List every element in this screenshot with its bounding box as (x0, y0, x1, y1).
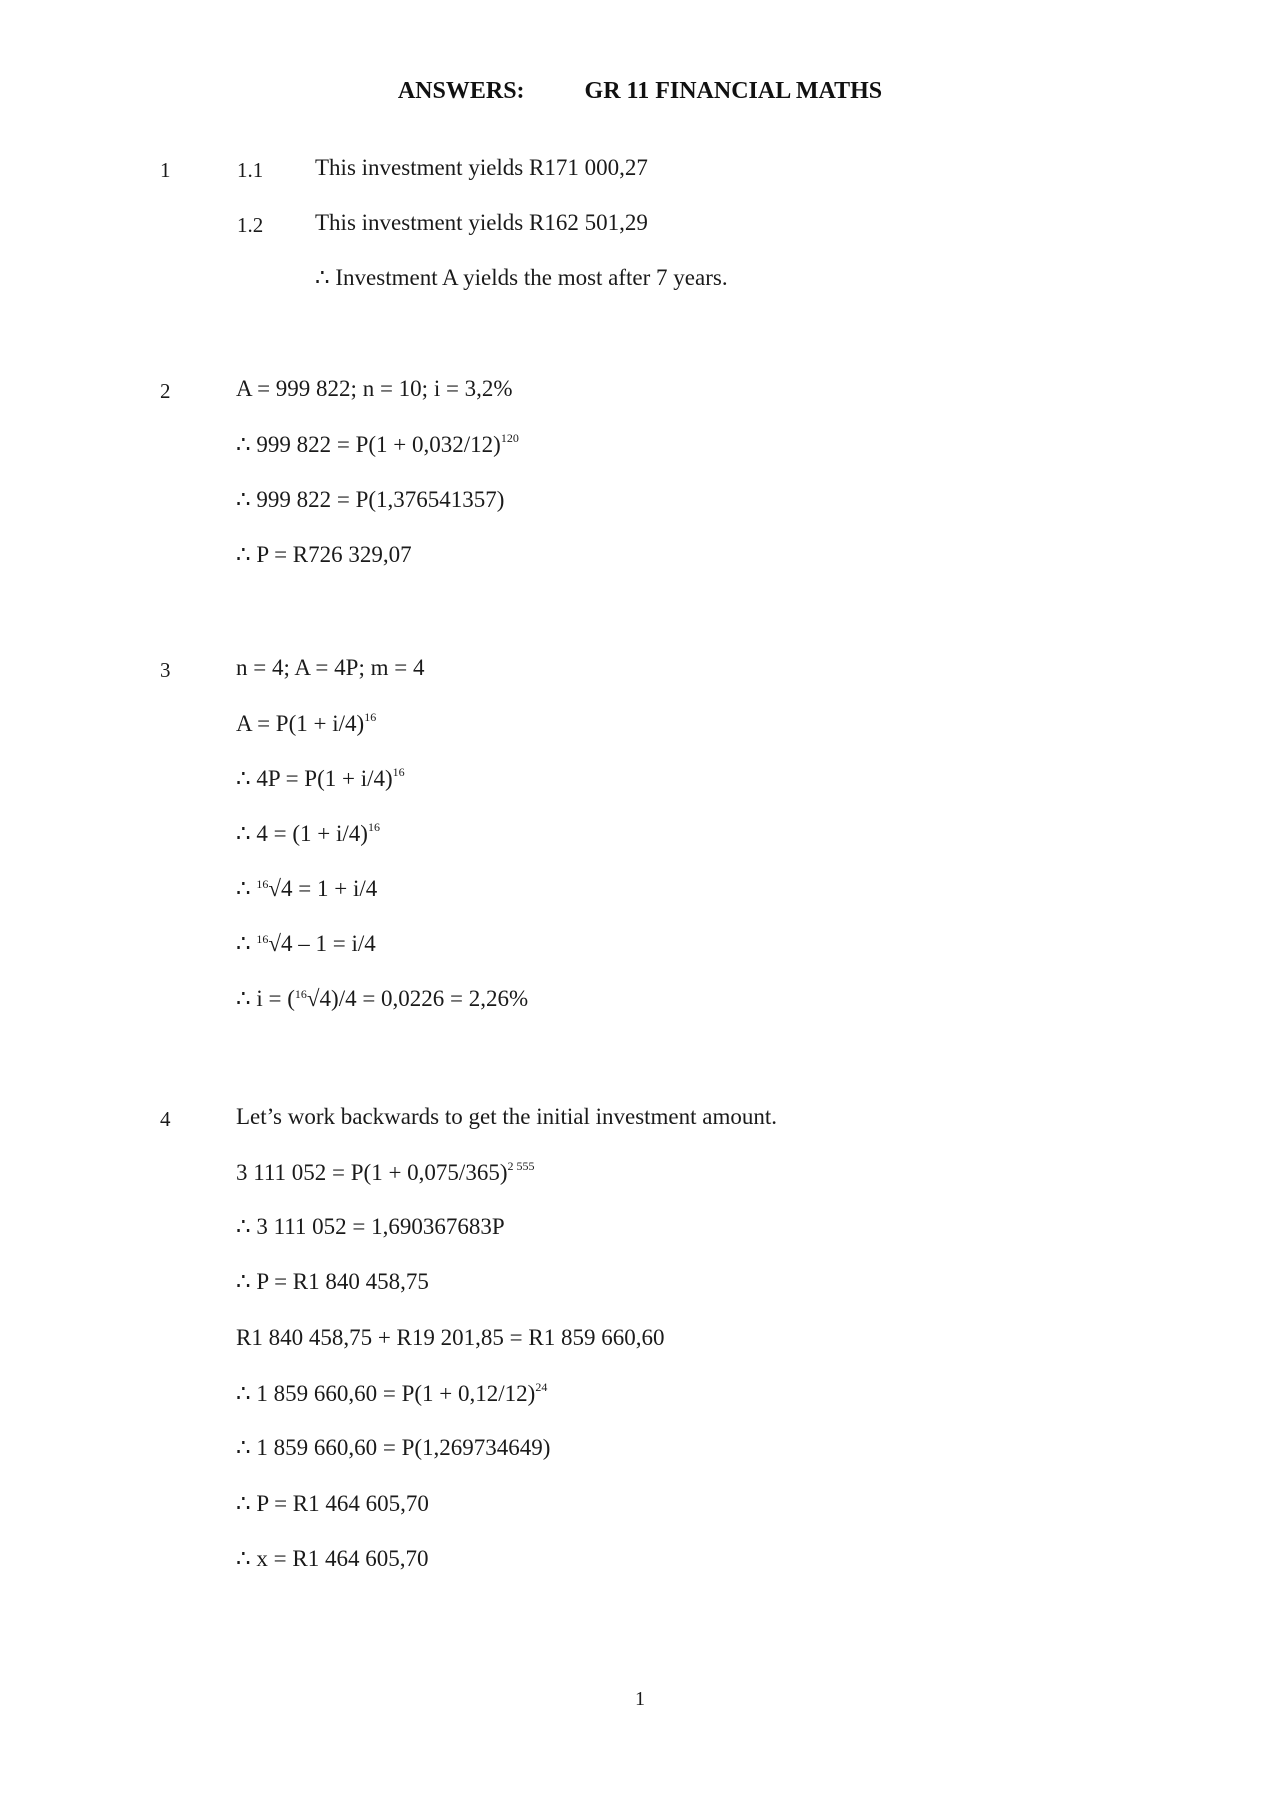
question-4-number: 4 (160, 1107, 171, 1131)
q4-step-3: ∴ P = R1 840 458,75 (236, 1269, 429, 1294)
q3-step-1-base: A = P(1 + i/4) (236, 711, 365, 736)
q4-step-1 (236, 1159, 535, 1186)
q4-step-5-base: ∴ 1 859 660,60 = P(1 + 0,12/12) (236, 1381, 536, 1406)
title-right: GR 11 FINANCIAL MATHS (584, 78, 883, 104)
q4-step-7: ∴ P = R1 464 605,70 (236, 1491, 429, 1516)
question-3-number: 3 (160, 658, 171, 682)
question-2-number: 2 (160, 379, 171, 403)
q4-step-4: R1 840 458,75 + R19 201,85 = R1 859 660,60 (236, 1325, 665, 1350)
q3-step-4-prefix: ∴ (236, 876, 257, 901)
q2-step-3: ∴ P = R726 329,07 (236, 542, 412, 567)
q2-given: A = 999 822; n = 10; i = 3,2% (236, 376, 513, 401)
q2-step-1 (236, 431, 519, 458)
q2-step-1-exponent: 120 (500, 431, 519, 445)
q4-step-6: ∴ 1 859 660,60 = P(1,269734649) (236, 1435, 551, 1460)
q3-step-2 (236, 765, 405, 792)
q4-step-5 (236, 1380, 547, 1407)
title-left: ANSWERS: (397, 78, 525, 104)
q2-step-1-base: ∴ 999 822 = P(1 + 0,032/12) (236, 432, 501, 457)
q3-step-5-rest: √4 – 1 = i/4 (268, 931, 376, 956)
page-number: 1 (635, 1688, 645, 1710)
q3-step-4 (236, 876, 377, 902)
q4-step-2: ∴ 3 111 052 = 1,690367683P (236, 1214, 505, 1239)
q3-step-1 (236, 710, 376, 737)
q3-step-3-exponent: 16 (367, 820, 380, 834)
q3-step-2-exponent: 16 (392, 765, 405, 779)
q3-step-6-prefix: ∴ i = ( (236, 986, 295, 1011)
q1-part-2-text: This investment yields R162 501,29 (315, 210, 648, 235)
q3-step-6-root-index: 16 (294, 987, 307, 1001)
q4-step-5-exponent: 24 (535, 1380, 548, 1394)
q3-step-5 (236, 931, 376, 957)
q3-given: n = 4; A = 4P; m = 4 (236, 655, 425, 680)
q3-step-6-rest: √4)/4 = 0,0226 = 2,26% (306, 986, 529, 1011)
q1-part-1-text: This investment yields R171 000,27 (315, 155, 648, 180)
q4-step-8: ∴ x = R1 464 605,70 (236, 1546, 429, 1571)
q1-conclusion: ∴ Investment A yields the most after 7 years. (315, 265, 728, 290)
q3-step-5-root-index: 16 (256, 932, 269, 946)
question-1-number: 1 (160, 158, 171, 182)
q3-step-3 (236, 820, 380, 847)
q3-step-5-prefix: ∴ (236, 931, 257, 956)
q2-step-2: ∴ 999 822 = P(1,376541357) (236, 487, 505, 512)
q3-step-4-root-index: 16 (256, 877, 269, 891)
q1-part-1-number: 1.1 (237, 158, 264, 182)
q3-step-6 (236, 986, 528, 1012)
q3-step-1-exponent: 16 (364, 710, 377, 724)
q3-step-4-rest: √4 = 1 + i/4 (268, 876, 378, 901)
q3-step-2-base: ∴ 4P = P(1 + i/4) (236, 766, 393, 791)
q4-step-1-exponent: 2 555 (507, 1159, 535, 1173)
q4-intro: Let’s work backwards to get the initial investment amount. (236, 1104, 778, 1129)
page-title (0, 78, 1280, 105)
q1-part-2-number: 1.2 (237, 213, 264, 237)
q4-step-1-base: 3 111 052 = P(1 + 0,075/365) (236, 1160, 508, 1185)
q3-step-3-base: ∴ 4 = (1 + i/4) (236, 821, 368, 846)
